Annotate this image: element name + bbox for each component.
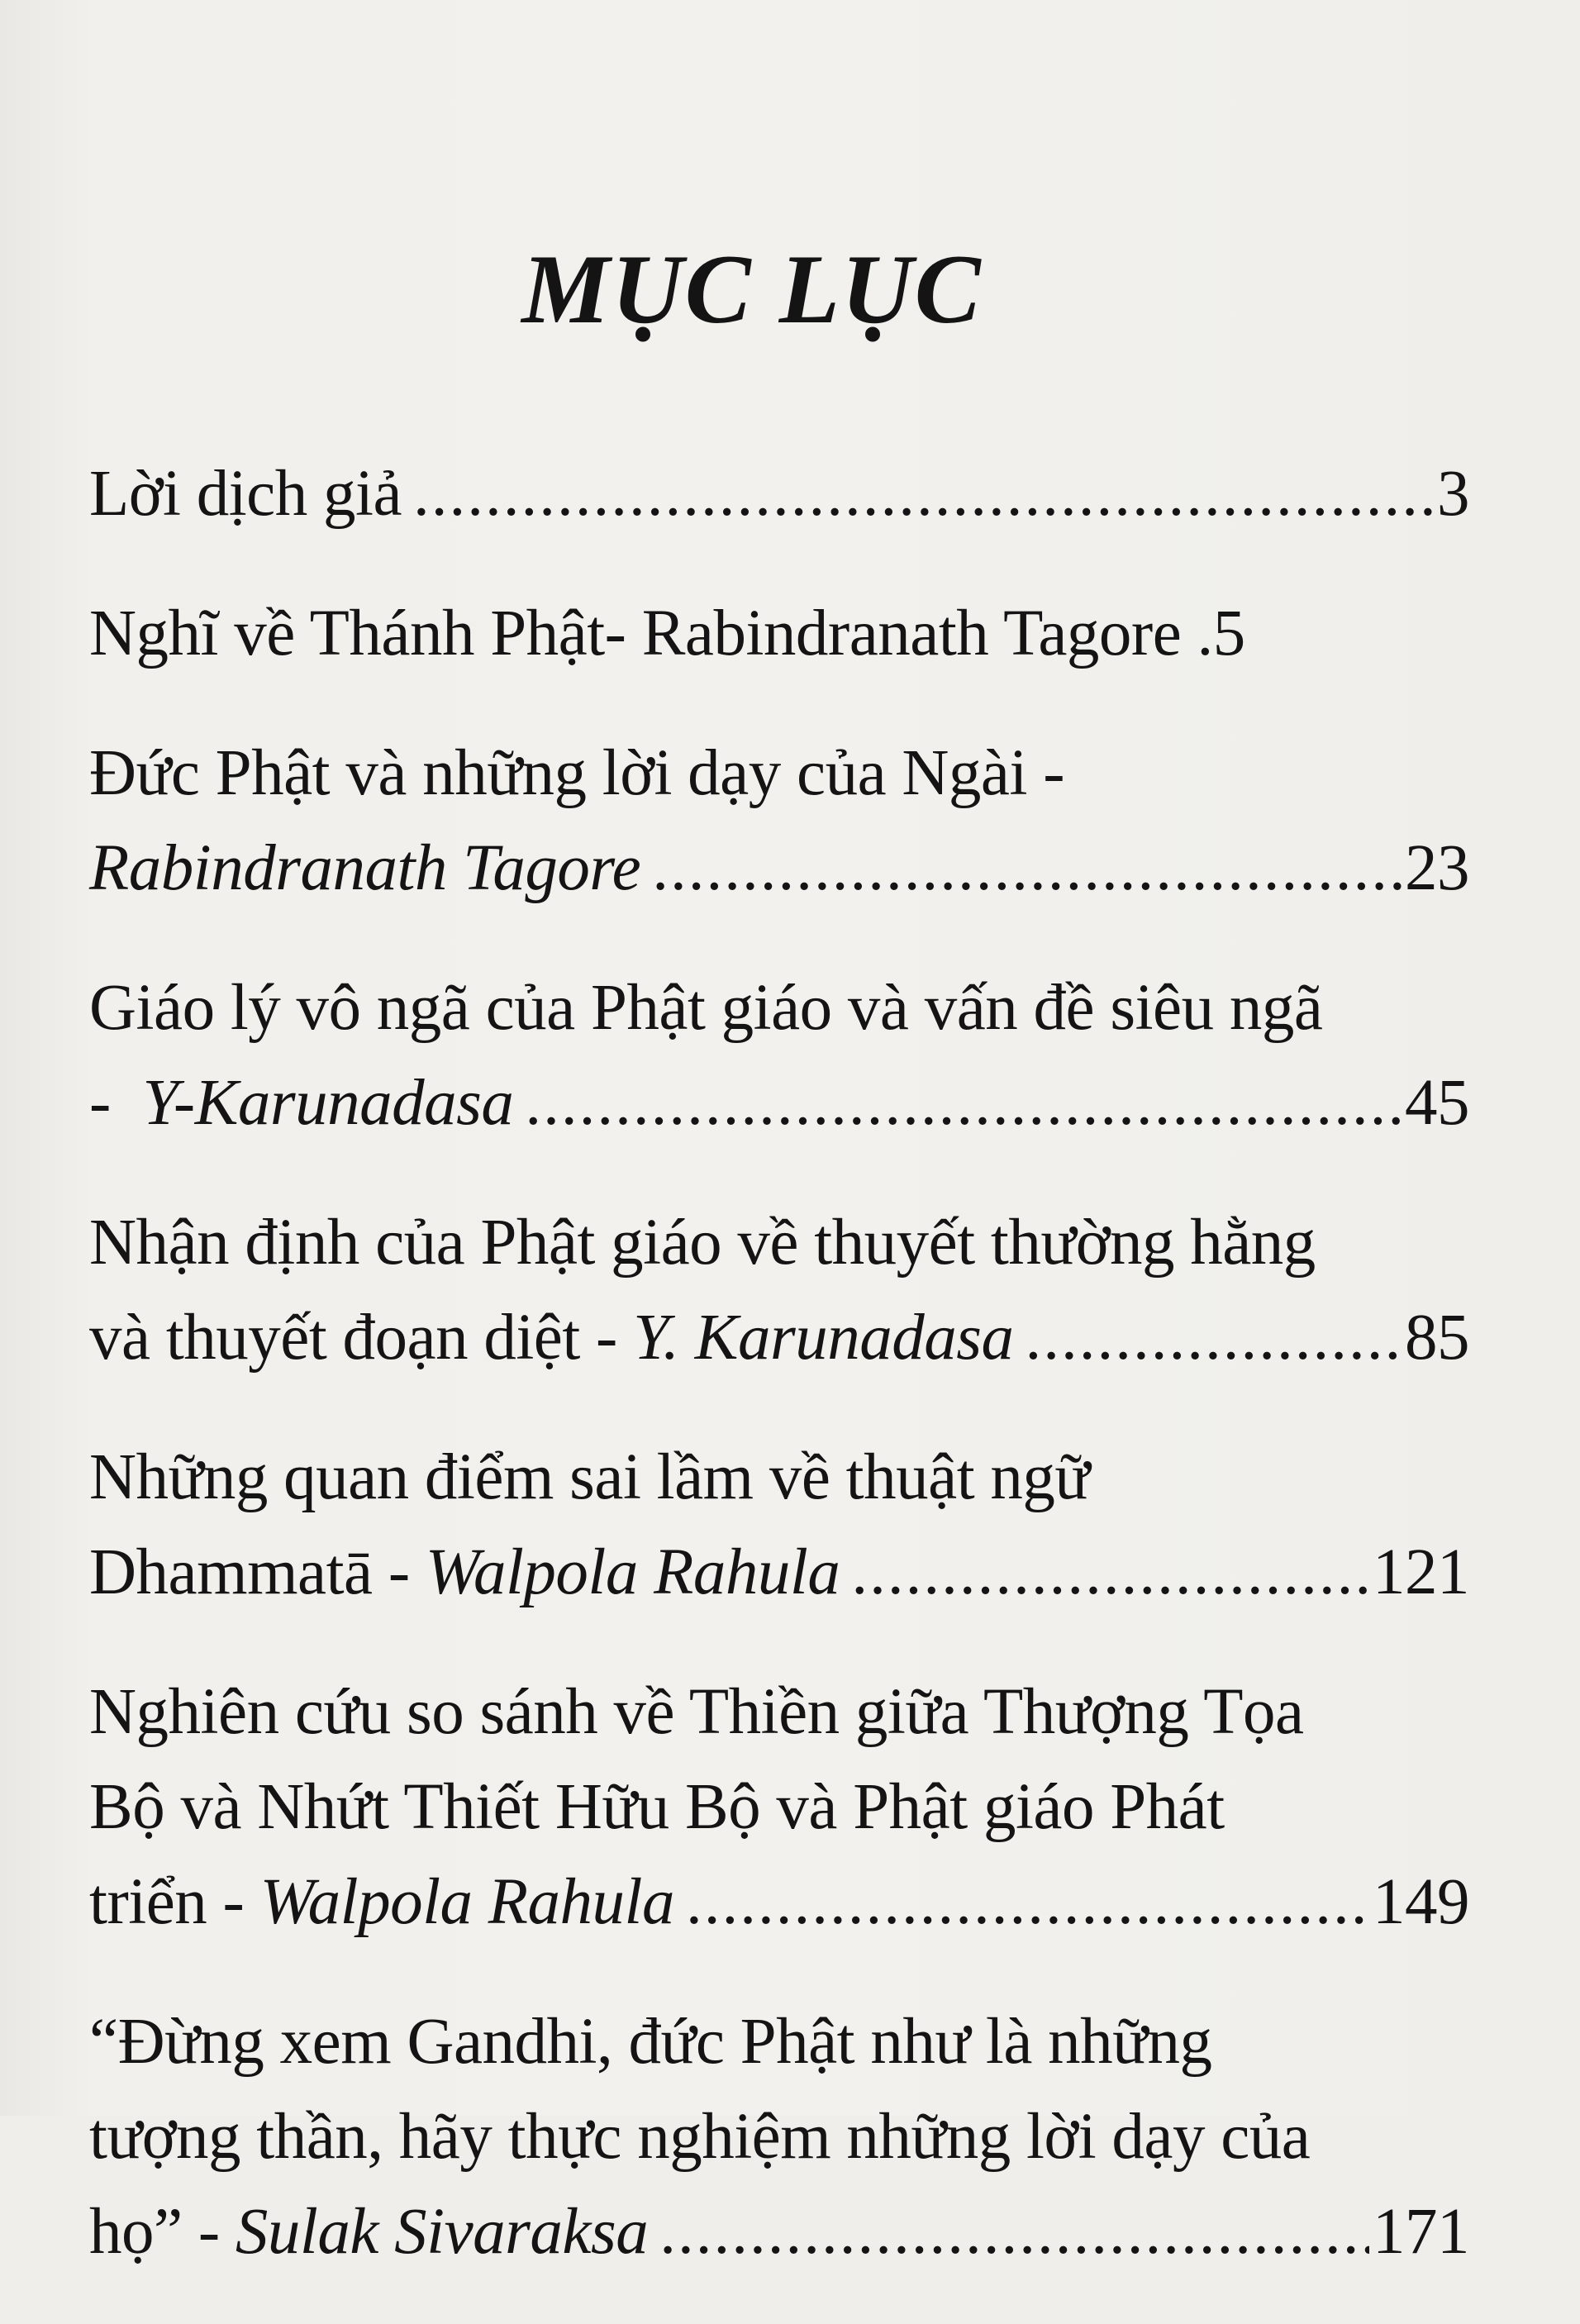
toc-entry	[89, 726, 1469, 916]
toc-entry-line	[89, 1195, 1469, 1290]
toc-entry-line	[89, 1664, 1469, 1760]
entry-author: Y. Karunadasa	[633, 1302, 1014, 1374]
entry-title: Nghiên cứu so sánh về Thiền giữa Thượng Tọa	[89, 1676, 1304, 1748]
toc-entry-line	[89, 1855, 1469, 1950]
entry-title: “Đừng xem Gandhi, đức Phật như là những	[89, 2006, 1212, 2078]
toc-entry-line	[89, 586, 1469, 681]
toc-entry	[89, 1664, 1469, 1950]
entry-title: Dhammatā -	[89, 1536, 426, 1608]
toc-entry-line	[89, 1994, 1469, 2089]
dot-leader	[659, 2184, 1369, 2279]
dot-leader	[686, 1855, 1369, 1950]
entry-page-number: 85	[1405, 1302, 1469, 1374]
toc-entry-line	[89, 726, 1469, 821]
entry-page-number: 3	[1437, 458, 1469, 530]
toc-entry	[89, 960, 1469, 1150]
toc-entry-line	[89, 2184, 1469, 2279]
entry-author: Walpola Rahula	[259, 1866, 674, 1938]
entry-author: Sulak Sivaraksa	[235, 2196, 649, 2268]
toc-entry-line	[89, 821, 1469, 916]
entry-page-number: 171	[1373, 2196, 1469, 2268]
toc-entry-line	[89, 1760, 1469, 1855]
entry-page-number: 121	[1373, 1536, 1469, 1608]
dot-leader	[851, 1525, 1369, 1620]
toc-entry	[89, 1195, 1469, 1385]
entry-page-number: 149	[1373, 1866, 1469, 1938]
entry-title: -	[89, 1067, 143, 1139]
toc-entry	[89, 586, 1469, 681]
entry-title: Bộ và Nhứt Thiết Hữu Bộ và Phật giáo Phát	[89, 1771, 1225, 1843]
dot-leader	[413, 446, 1434, 541]
entry-title: Lời dịch giả	[89, 458, 402, 530]
dot-leader	[525, 1055, 1402, 1150]
entry-page-number: 23	[1405, 832, 1469, 904]
page-title: MỤC LỤC	[521, 234, 983, 344]
toc-entry	[89, 446, 1469, 541]
entry-title: và thuyết đoạn diệt -	[89, 1302, 634, 1374]
entry-page-number: 45	[1405, 1067, 1469, 1139]
toc-entry-line	[89, 2089, 1469, 2184]
entry-author: Rabindranath Tagore	[89, 832, 641, 904]
entry-title: Nhận định của Phật giáo về thuyết thường hằng	[89, 1207, 1316, 1279]
dot-leader	[1025, 1290, 1402, 1385]
entry-title: Nghĩ về Thánh Phật- Rabindranath Tagore .5	[89, 598, 1245, 669]
toc-entry	[89, 1430, 1469, 1620]
table-of-contents	[89, 446, 1469, 2324]
toc-entry-line	[89, 1525, 1469, 1620]
toc-entry-line	[89, 960, 1469, 1055]
entry-title: Giáo lý vô ngã của Phật giáo và vấn đề siêu ngã	[89, 972, 1323, 1044]
entry-author: Walpola Rahula	[425, 1536, 840, 1608]
entry-title: tượng thần, hãy thực nghiệm những lời dạy của	[89, 2101, 1311, 2173]
toc-entry-line	[89, 446, 1469, 541]
entry-title: triển -	[89, 1866, 260, 1938]
entry-title: Đức Phật và những lời dạy của Ngài -	[89, 737, 1064, 809]
toc-entry-line	[89, 1430, 1469, 1525]
toc-entry	[89, 1994, 1469, 2279]
entry-author: Y-Karunadasa	[142, 1067, 514, 1139]
dot-leader	[652, 821, 1402, 916]
toc-entry-line	[89, 1290, 1469, 1385]
entry-title: họ” -	[89, 2196, 236, 2268]
toc-entry-line	[89, 1055, 1469, 1150]
entry-title: Những quan điểm sai lầm về thuật ngữ	[89, 1441, 1090, 1513]
